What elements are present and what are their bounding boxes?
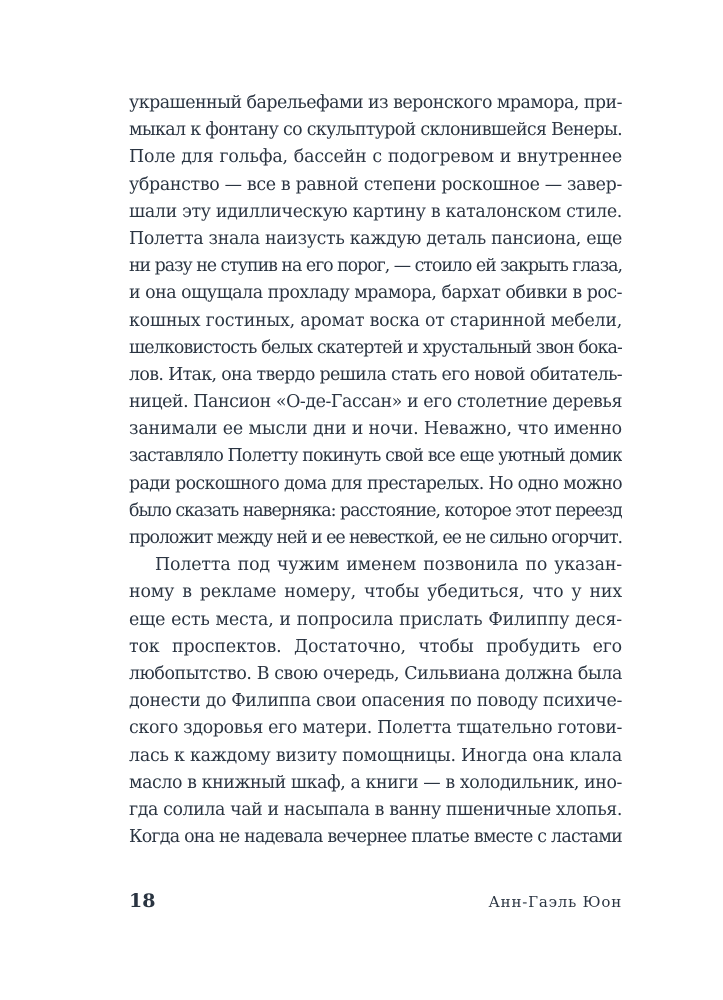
body-text bbox=[129, 90, 622, 851]
text-line: ради роскошного дома для престарелых. Но одно можно bbox=[129, 473, 622, 494]
text-line: лов. Итак, она твердо решила стать его новой обитатель- bbox=[129, 364, 622, 385]
text-line: лась к каждому визиту помощницы. Иногда она клала bbox=[129, 745, 622, 766]
text-line: убранство — все в равной степени роскошное — завер- bbox=[129, 174, 622, 195]
text-line: и она ощущала прохладу мрамора, бархат обивки в рос- bbox=[129, 283, 622, 304]
text-line: украшенный барельефами из веронского мрамора, при- bbox=[129, 93, 622, 113]
text-line: донести до Филиппа свои опасения по поводу психиче- bbox=[129, 691, 622, 712]
text-line: Поле для гольфа, бассейн с подогревом и внутреннее bbox=[129, 147, 622, 168]
text-line: заставляло Полетту покинуть свой все еще уютный домик bbox=[129, 446, 622, 467]
text-line: Когда она не надевала вечернее платье вместе с ластами bbox=[129, 827, 622, 848]
text-line: ток проспектов. Достаточно, чтобы пробудить его bbox=[129, 636, 622, 657]
text-line: еще есть места, и попросила прислать Филиппу деся- bbox=[129, 609, 622, 630]
page-number: 18 bbox=[129, 890, 156, 912]
paragraph-first-line: Полетта под чужим именем позвонила по указан- bbox=[155, 555, 622, 576]
text-line: гда солила чай и насыпала в ванну пшеничные хлопья. bbox=[129, 799, 622, 820]
text-line: ному в рекламе номеру, чтобы убедиться, что у них bbox=[129, 582, 622, 603]
text-line: кошных гостиных, аромат воска от старинной мебели, bbox=[129, 310, 622, 331]
text-line: ницей. Пансион «О-де-Гассан» и его столетние деревья bbox=[129, 392, 622, 413]
text-line: ского здоровья его матери. Полетта тщательно готови- bbox=[129, 718, 622, 739]
text-line: масло в книжный шкаф, а книги — в холодильник, ино- bbox=[129, 772, 622, 793]
text-line: занимали ее мысли дни и ночи. Неважно, что именно bbox=[129, 419, 622, 440]
running-head-author: Анн-Гаэль Юон bbox=[488, 893, 622, 911]
text-line: любопытство. В свою очередь, Сильвиана должна была bbox=[129, 663, 622, 684]
text-line: шелковистость белых скатертей и хрустальный звон бока- bbox=[129, 337, 622, 358]
text-line: было сказать наверняка: расстояние, которое этот переезд bbox=[129, 500, 622, 521]
text-line: проложит между ней и ее невесткой, ее не сильно огорчит. bbox=[129, 528, 622, 548]
text-line: шали эту идиллическую картину в каталонском стиле. bbox=[129, 201, 622, 222]
text-line: ни разу не ступив на его порог, — стоило ей закрыть глаза, bbox=[129, 256, 622, 277]
text-line: Полетта знала наизусть каждую деталь пансиона, еще bbox=[129, 228, 622, 249]
text-line: мыкал к фонтану со скульптурой склонившейся Венеры. bbox=[129, 120, 622, 141]
